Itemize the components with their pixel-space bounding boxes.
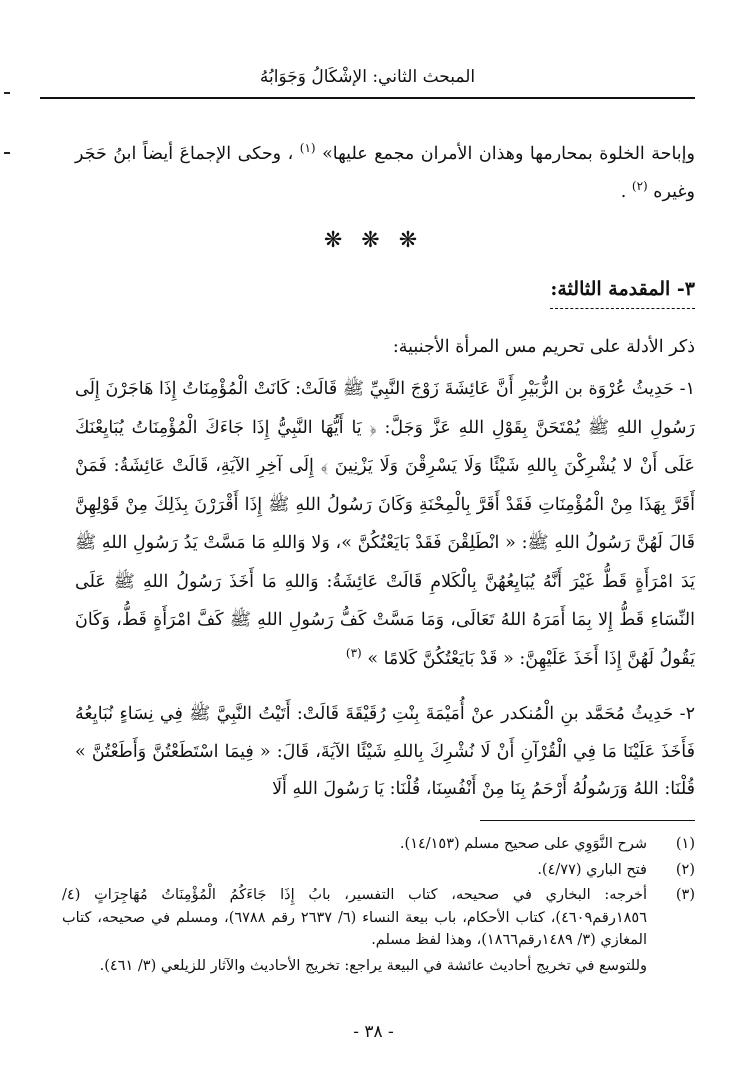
footnote-continuation: وللتوسع في تخريج أحاديث عائشة في البيعة يراجع: تخريج الأحاديث والآثار للزيلعي (٣/ ٤٦١).	[99, 957, 647, 974]
footnote-number: (٢)	[675, 861, 695, 878]
paragraph-1	[75, 135, 695, 211]
hadith-2-paragraph	[75, 696, 695, 809]
header-rule	[40, 97, 695, 99]
footnote-text: فتح الباري (٤/٧٧).	[537, 861, 647, 878]
paragraph-1-text-a: وإباحة الخلوة بمحارمها وهذان الأمران مجمع عليها»	[322, 144, 695, 164]
hadith-2-text: ٢- حَدِيثُ مُحَمَّد بنِ الْمُنكدر عنْ أُمَيْمَةَ بِنْتِ رُقَيْقَةَ قَالَتْ: أَتَيْتُ النَّبِيَّ ﷺ فِي نِسَاءٍ نُبَايِعُهُ فَأَخَذَ عَلَيْنَا مَا فِي الْقُرْآنِ أَنْ لَا نُشْرِكَ بِاللهِ شَيْئًا الآيَةَ، قَالَ: « فِيمَا اسْتَطَعْتُنَّ وَأَطَعْتُنَّ » قُلْنَا: اللهُ وَرَسُولُهُ أَرْحَمُ بِنَا مِنْ أَنْفُسِنَا، قُلْنَا: يَا رَسُولَ اللهِ أَلَا	[75, 704, 695, 799]
footnote-number: (٣)	[675, 887, 695, 903]
footnote-text: أخرجه: البخاري في صحيحه، كتاب التفسير، بابُ إِذَا جَاءَكُمُ الْمُؤْمِنَاتُ مُهَاجِرَاتٍ (٤/ ١٨٥٦رقم٤٦٠٩)، كتاب الأحكام، باب بيعة النساء (٦/ ٢٦٣٧ رقم ٦٧٨٨)، ومسلم في صحيحه، كتاب المغازي (٣/ ١٤٨٩رقم١٨٦٦)، وهذا لفظ مسلم.	[62, 887, 647, 948]
footnote-rule	[480, 820, 695, 821]
running-header	[40, 62, 695, 96]
footnote-number: (١)	[675, 836, 695, 852]
paragraph-1-text-b: ، وحكى الإجماعَ أيضاً ابنُ حَجَر وغيره	[75, 144, 695, 202]
section-heading: ٣- المقدمة الثالثة:	[550, 272, 695, 309]
footnote-ref-2: (٢)	[631, 179, 648, 194]
intro-text: ذكر الأدلة على تحريم مس المرأة الأجنبية:	[392, 337, 695, 357]
footnote-text: شرح النَّوَوِي على صحيح مسلم (١٤/١٥٣).	[399, 836, 647, 852]
section-separator-stars: ❋ ❋ ❋	[323, 228, 424, 253]
footnote-ref-1: (١)	[299, 141, 316, 156]
page-number: - ٣٨ -	[353, 1022, 394, 1042]
footnote-item	[62, 884, 695, 952]
running-header-title: المبحث الثاني: الإشْكَالُ وَجَوَابُهُ	[259, 67, 476, 87]
footnotes	[62, 833, 695, 977]
footnote-item	[62, 859, 695, 882]
hadith-1-paragraph	[75, 370, 695, 678]
hadith-1-text: ١- حَدِيثُ عُرْوَة بن الزُّبَيْرِ أَنَّ عَائِشَةَ زَوْجَ النَّبِيِّ ﷺ قَالَتْ: كَانَتْ الْمُؤْمِنَاتُ إِذَا هَاجَرْنَ إِلَى رَسُولِ اللهِ ﷺ يُمْتَحَنَّ بِقَوْلِ اللهِ عَزَّ وَجَلَّ: ﴿ يَا أَيُّهَا النَّبِيُّ إِذَا جَاءَكَ الْمُؤْمِنَاتُ يُبَايِعْنَكَ عَلَى أَنْ لا يُشْرِكْنَ بِاللهِ شَيْئًا وَلَا يَسْرِقْنَ وَلَا يَزْنِينَ ﴾ إِلَى آخِرِ الآيَةِ، قَالَتْ عَائِشَةُ: فَمَنْ أَقَرَّ بِهَذَا مِنْ الْمُؤْمِنَاتِ فَقَدْ أَقَرَّ بِالْمِحْنَةِ وَكَانَ رَسُولُ اللهِ ﷺ إِذَا أَقْرَرْنَ بِذَلِكَ مِنْ قَوْلِهِنَّ قَالَ لَهُنَّ رَسُولُ اللهِ ﷺ: « انْطَلِقْنَ فَقَدْ بَايَعْتُكُنَّ »، وَلا وَاللهِ مَا مَسَّتْ يَدُ رَسُولِ اللهِ ﷺ يَدَ امْرَأَةٍ قَطُّ غَيْرَ أَنَّهُ يُبَايِعُهُنَّ بِالْكَلامِ قَالَتْ عَائِشَةُ: وَاللهِ مَا أَخَذَ رَسُولُ اللهِ ﷺ عَلَى النِّسَاءِ قَطُّ إِلا بِمَا أَمَرَهُ اللهُ تَعَالَى، وَمَا مَسَّتْ كَفُّ رَسُولِ اللهِ ﷺ كَفَّ امْرَأَةٍ قَطُّ، وَكَانَ يَقُولُ لَهُنَّ إِذَا أَخَذَ عَلَيْهِنَّ: « قَدْ بَايَعْتُكُنَّ كَلامًا »	[75, 379, 695, 669]
intro-paragraph	[75, 328, 695, 366]
footnote-ref-3: (٣)	[345, 645, 362, 660]
edge-mark	[4, 92, 10, 94]
edge-mark	[4, 152, 10, 154]
footnote-item	[62, 833, 695, 856]
paragraph-1-text-c: .	[620, 182, 627, 202]
